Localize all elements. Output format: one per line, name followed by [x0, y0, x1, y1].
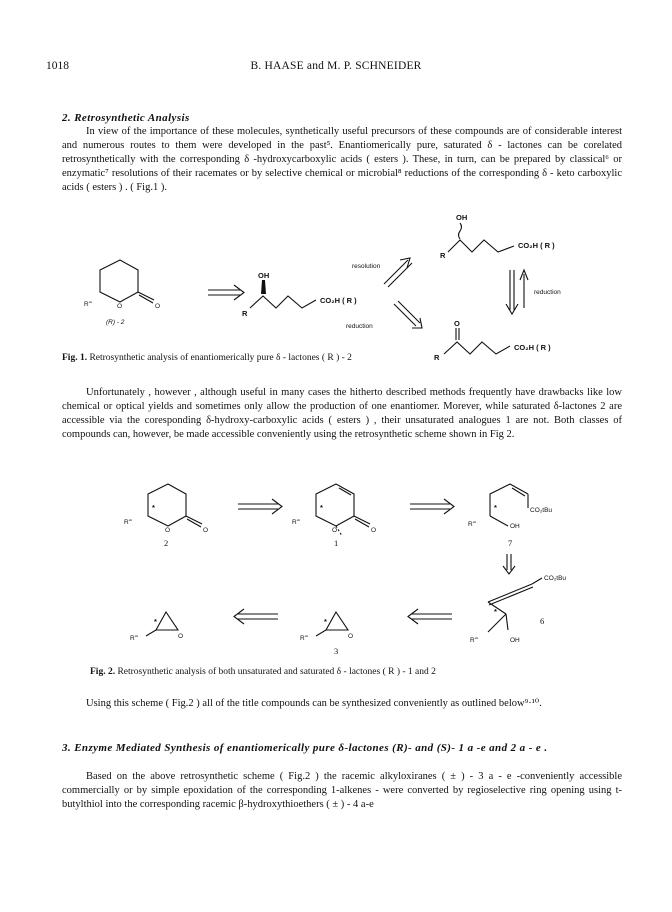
compound-2-number: 2 — [164, 538, 169, 548]
lactone-2-structure — [84, 260, 160, 326]
figure-1-scheme — [62, 208, 622, 368]
compound-1-number: 1 — [334, 538, 339, 548]
hydroxy-ester-7 — [468, 484, 552, 548]
compound-7-r: R''' — [468, 521, 477, 528]
running-head-authors: B. HAASE and M. P. SCHNEIDER — [250, 60, 422, 72]
page-number: 1018 — [46, 60, 69, 72]
reduction-mid-label: reduction — [346, 323, 373, 330]
lactone-2-carbonyl-o: O — [203, 527, 209, 534]
lactone-r-label: R''' — [84, 301, 93, 308]
saturated-lactone-2 — [124, 484, 208, 548]
epoxide-3-o: O — [348, 633, 354, 640]
lactone-tag: (R) - 2 — [106, 319, 125, 326]
compound-6-co2tbu: CO₂tBu — [544, 575, 567, 582]
reduction-right-label: reduction — [534, 289, 561, 296]
compound-7-number: 7 — [508, 538, 513, 548]
section-3-paragraph: Based on the above retrosynthetic scheme ( Fig.2 ) the racemic alkyloxiranes ( ± ) - 3 a - e -conveniently accessible commercially or by simple epoxidation of the corresponding 1-alkenes - were converted by regioselective ring opening using t-butylthiol into the corresponding racemic β-hydroxythioethers ( ± ) - 4 a-e — [62, 771, 622, 810]
r-mid-label: R — [242, 309, 248, 318]
epoxide-3-r: R''' — [300, 635, 309, 642]
page-header — [46, 60, 626, 76]
epoxide-3 — [300, 612, 353, 656]
retro-arrow-2b — [410, 499, 454, 514]
reduction-vertical-arrows — [506, 270, 561, 314]
co2h-top-label: CO₂H ( R ) — [518, 241, 555, 250]
retro-arrow-2a — [238, 499, 282, 514]
compound-6-r: R''' — [470, 637, 479, 644]
lactone-2-r: R''' — [124, 519, 133, 526]
retro-arrow-2c — [408, 609, 452, 624]
lactone-1-r: R''' — [292, 519, 301, 526]
lactone-ring-oxygen: O — [117, 303, 123, 310]
epoxide-final-r: R''' — [130, 635, 139, 642]
compound-7-star: * — [494, 503, 497, 512]
compound-7-oh: OH — [510, 523, 520, 530]
figure-2-caption-text: Retrosynthetic analysis of both unsaturated and saturated δ - lactones ( R ) - 1 and 2 — [117, 667, 436, 677]
epoxide-3-star: * — [324, 617, 327, 626]
retro-arrow-1 — [208, 285, 244, 300]
alkynyl-alcohol-6 — [470, 575, 566, 644]
figure-2-caption — [90, 667, 622, 677]
section-3-heading: 3. Enzyme Mediated Synthesis of enantiomerically pure δ-lactones (R)- and (S)- 1 a -e and 2 a - e . — [62, 742, 548, 754]
section-2-paragraph: In view of the importance of these molecules, synthetically useful precursors of these compounds are of considerable interest and numerous routes to them were developed in the past⁵. Enantiomerically pure, saturated δ - lactones can be corelated retrosynthetically with the corresponding δ -hydroxycarboxylic acids ( esters ). These, in turn, can be prepared by classical⁶ or enzymatic⁷ resolutions of their racemates or by selective chemical or microbial⁸ reductions of the corresponding δ - keto carboxylic acids ( esters ) . ( Fig.1 ). — [62, 126, 622, 193]
figure-1-caption-text: Retrosynthetic analysis of enantiomerically pure δ - lactones ( R ) - 2 — [89, 353, 352, 363]
figure-2-caption-label: Fig. 2. — [90, 667, 116, 677]
lactone-1-carbonyl-o: O — [371, 527, 377, 534]
lactone-carbonyl-oxygen: O — [155, 303, 161, 310]
compound-6-star: * — [494, 607, 497, 616]
figure-1-caption-label: Fig. 1. — [62, 353, 88, 363]
retro-arrow-down — [503, 554, 515, 574]
compound-7-co2tbu: CO₂tBu — [530, 507, 553, 514]
co2h-bottom-label: CO₂H ( R ) — [514, 343, 551, 352]
oh-top-label: OH — [456, 213, 468, 222]
retro-arrow-2d — [234, 609, 278, 624]
epoxide-final-star: * — [154, 617, 157, 626]
lactone-1-star: * — [320, 503, 323, 512]
co2h-mid-label: CO₂H ( R ) — [320, 296, 357, 305]
resolution-arrows — [352, 258, 412, 287]
o-bottom-label: O — [454, 319, 460, 328]
unsaturated-lactone-1 — [292, 484, 376, 548]
resolution-label: resolution — [352, 263, 381, 270]
r-top-label: R — [440, 251, 446, 260]
compound-6-number: 6 — [540, 616, 545, 626]
lactone-1-ring-o: O — [332, 527, 338, 534]
figure-2-scheme — [62, 466, 622, 658]
section-2-heading: 2. Retrosynthetic Analysis — [62, 112, 190, 124]
r-bottom-label: R — [434, 353, 440, 362]
paragraph-2: Unfortunately , however , although useful in many cases the hitherto described methods frequently have drawbacks like low chemical or optical yields and sometimes only allow the production of one enantiomer. Morever, while saturated δ-lactones 2 are accessible via the coresponding δ-hydroxy-carboxylic acids ( esters ) , their unsaturated analogues 1 are not. Both classes of compounds can, however, be made accessible conveniently using the retrosynthetic scheme shown in Fig 2. — [62, 387, 622, 440]
figure-1-caption — [62, 353, 622, 363]
epoxide-final — [130, 612, 183, 642]
top-hydroxy-acid — [440, 213, 555, 260]
lactone-2-star: * — [152, 503, 155, 512]
reduction-diagonal-arrows — [346, 301, 422, 330]
compound-3-number: 3 — [334, 646, 339, 656]
lactone-2-ring-o: O — [165, 527, 171, 534]
paragraph-3: Using this scheme ( Fig.2 ) all of the title compounds can be synthesized conveniently as outlined below⁹·¹⁰. — [86, 698, 542, 709]
hydroxy-acid-structure — [242, 271, 357, 318]
compound-6-oh: OH — [510, 637, 520, 644]
epoxide-final-o: O — [178, 633, 184, 640]
oh-mid-label: OH — [258, 271, 270, 280]
